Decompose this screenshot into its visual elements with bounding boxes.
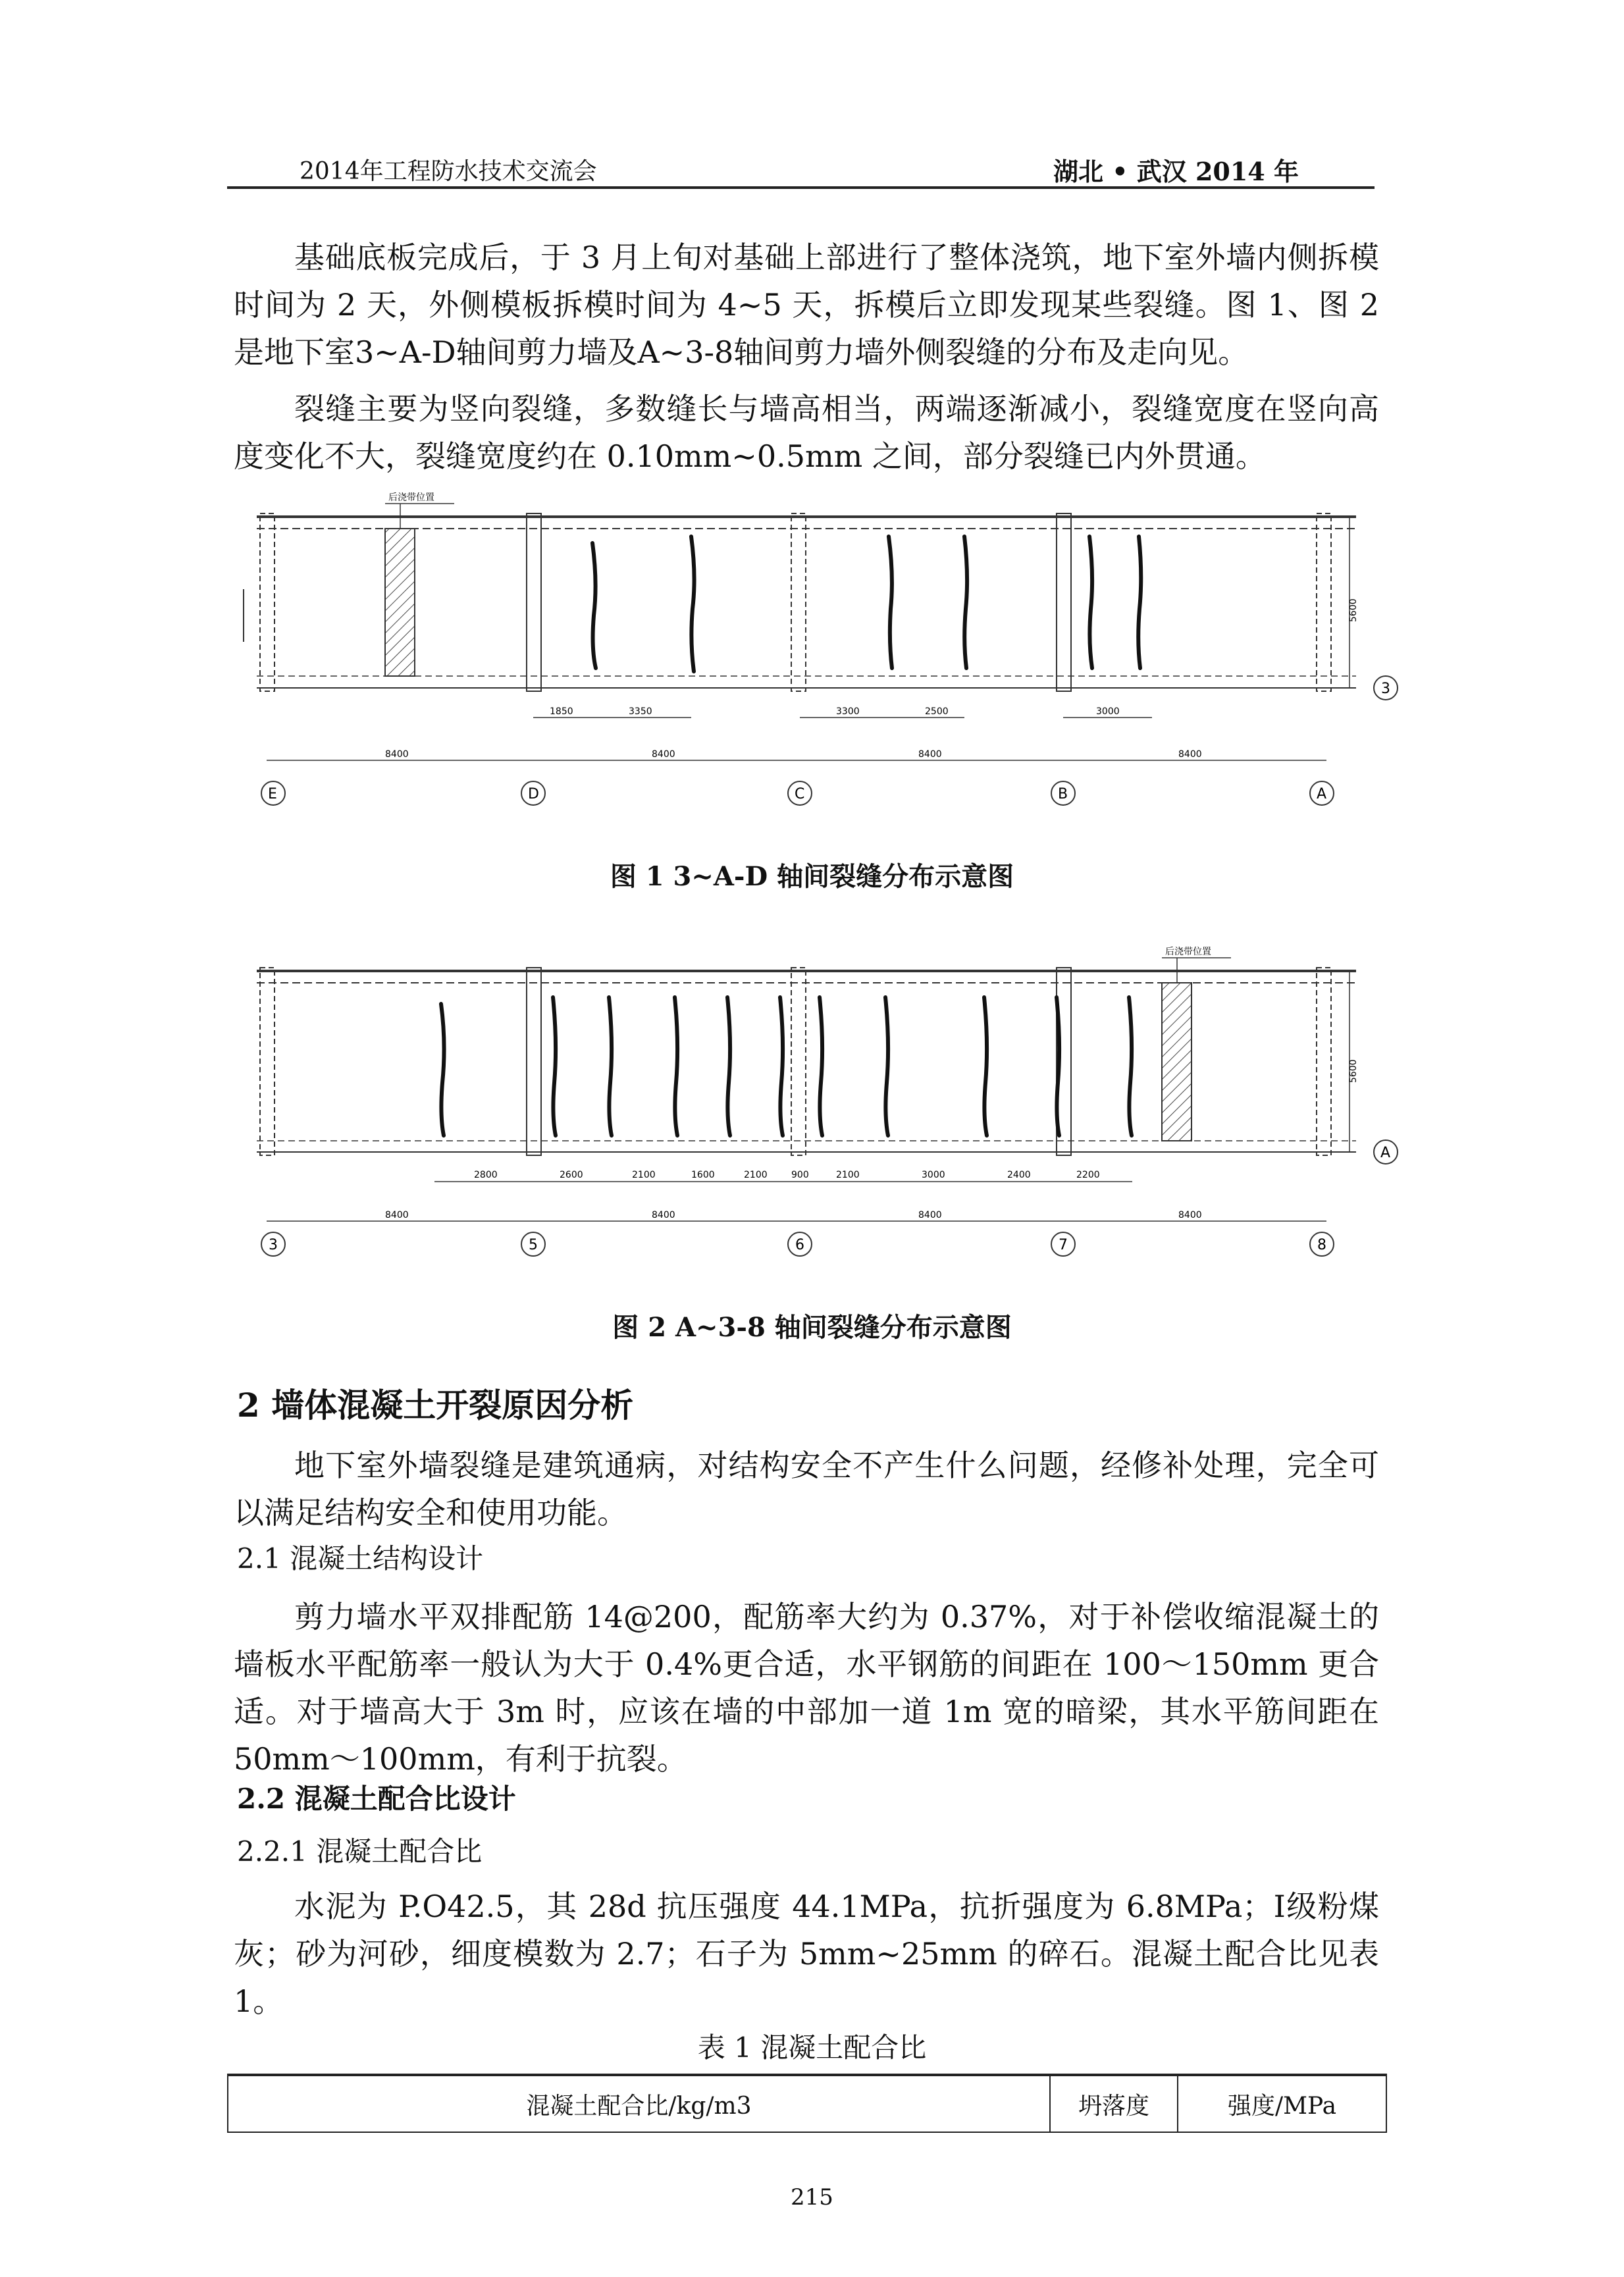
fig2-dim: 2800 <box>474 1170 498 1180</box>
fig2-axis-label: 7 <box>1059 1237 1068 1253</box>
fig2-dim: 3000 <box>922 1170 945 1180</box>
section-2-title: 2 墙体混凝土开裂原因分析 <box>237 1386 634 1425</box>
table-header-row <box>228 2075 1386 2132</box>
fig2-axis-label: 8 <box>1317 1237 1326 1253</box>
fig1-dim: 3000 <box>1096 706 1120 717</box>
figure-2-caption: 图 2 A~3-8 轴间裂缝分布示意图 <box>612 1312 1012 1343</box>
fig1-axis-label: B <box>1058 786 1068 802</box>
table-1-caption: 表 1 混凝土配合比 <box>697 2031 927 2064</box>
fig2-bay-dim: 8400 <box>918 1210 942 1220</box>
paragraph-2: 裂缝主要为竖向裂缝，多数缝长与墙高相当，两端逐渐减小，裂缝宽度在竖向高度变化不大，裂缝宽度约在 0.10mm~0.5mm 之间，部分裂缝已内外贯通。 <box>234 391 1379 474</box>
fig1-height-dim: 5600 <box>1348 598 1359 622</box>
paragraph-4: 剪力墙水平双排配筋 14@200，配筋率大约为 0.37%，对于补偿收缩混凝土的墙板水平配筋率一般认为大于 0.4%更合适，水平钢筋的间距在 100～150mm 更合适。对于墙高大于 3m 时，应该在墙的中部加一道 1m 宽的暗梁，其水平筋间距在 50mm～100mm，有利于抗裂。 <box>234 1599 1379 1777</box>
table-header-cell: 混凝土配合比/kg/m3 <box>228 2075 1050 2132</box>
paragraph-3: 地下室外墙裂缝是建筑通病，对结构安全不产生什么问题，经修补处理，完全可以满足结构安全和使用功能。 <box>234 1448 1379 1531</box>
figure-1-caption: 图 1 3~A-D 轴间裂缝分布示意图 <box>610 861 1014 892</box>
table-1 <box>227 2074 1387 2133</box>
fig1-bay-dim: 8400 <box>918 749 942 760</box>
fig2-dim: 2400 <box>1007 1170 1031 1180</box>
subsection-2-2-title: 2.2 混凝土配合比设计 <box>237 1783 516 1815</box>
fig2-bay-dim: 8400 <box>1178 1210 1202 1220</box>
fig1-bay-dim: 8400 <box>1178 749 1202 760</box>
paragraph-5: 水泥为 P.O42.5，其 28d 抗压强度 44.1MPa，抗折强度为 6.8MPa；Ⅰ级粉煤灰；砂为河砂，细度模数为 2.7；石子为 5mm~25mm 的碎石。混凝土配合比见表 1。 <box>234 1889 1379 2019</box>
figure-2-drawing <box>237 931 1409 1261</box>
fig2-bay-dim: 8400 <box>385 1210 409 1220</box>
fig1-bay-dim: 8400 <box>652 749 675 760</box>
table-header-cell: 坍落度 <box>1050 2075 1178 2132</box>
fig1-axis-label: A <box>1317 786 1327 802</box>
fig1-strip-tag: 后浇带位置 <box>388 492 434 503</box>
running-header-left: 2014年工程防水技术交流会 <box>300 158 597 185</box>
figure-1-drawing <box>237 490 1409 813</box>
fig2-dim: 2200 <box>1076 1170 1100 1180</box>
subsection-2-1-title: 2.1 混凝土结构设计 <box>237 1542 484 1575</box>
fig2-axis-label: 5 <box>529 1237 538 1253</box>
fig1-dim: 3350 <box>629 706 652 717</box>
fig1-dim: 1850 <box>550 706 573 717</box>
fig2-strip-tag: 后浇带位置 <box>1165 947 1211 957</box>
fig2-side-axis: A <box>1380 1145 1391 1161</box>
fig1-dim: 2500 <box>925 706 949 717</box>
fig2-dim: 2600 <box>560 1170 583 1180</box>
fig1-axis-label: D <box>528 786 539 802</box>
fig2-dim: 1600 <box>691 1170 715 1180</box>
fig2-bay-dim: 8400 <box>652 1210 675 1220</box>
running-header-right: 湖北 • 武汉 2014 年 <box>1053 157 1299 186</box>
table-header-cell: 强度/MPa <box>1178 2075 1386 2132</box>
fig2-dim: 2100 <box>632 1170 656 1180</box>
fig1-dim: 3300 <box>836 706 860 717</box>
subsection-2-2-1-title: 2.2.1 混凝土配合比 <box>237 1835 483 1868</box>
fig1-bay-dim: 8400 <box>385 749 409 760</box>
fig2-axis-label: 6 <box>795 1237 804 1253</box>
fig1-side-axis: 3 <box>1381 681 1390 697</box>
paragraph-1: 基础底板完成后，于 3 月上旬对基础上部进行了整体浇筑，地下室外墙内侧拆模时间为 2 天，外侧模板拆模时间为 4~5 天，拆模后立即发现某些裂缝。图 1、图 2 是地下室3~A-D轴间剪力墙及A~3-8轴间剪力墙外侧裂缝的分布及走向见。 <box>234 240 1379 370</box>
fig1-axis-label: E <box>268 786 277 802</box>
header-rule <box>227 186 1375 189</box>
fig2-dim: 2100 <box>744 1170 768 1180</box>
fig2-height-dim: 5600 <box>1348 1059 1359 1083</box>
page-number: 215 <box>791 2184 833 2211</box>
fig1-axis-label: C <box>795 786 805 802</box>
fig2-axis-label: 3 <box>269 1237 278 1253</box>
fig2-dim: 2100 <box>836 1170 860 1180</box>
fig2-dim: 900 <box>791 1170 809 1180</box>
